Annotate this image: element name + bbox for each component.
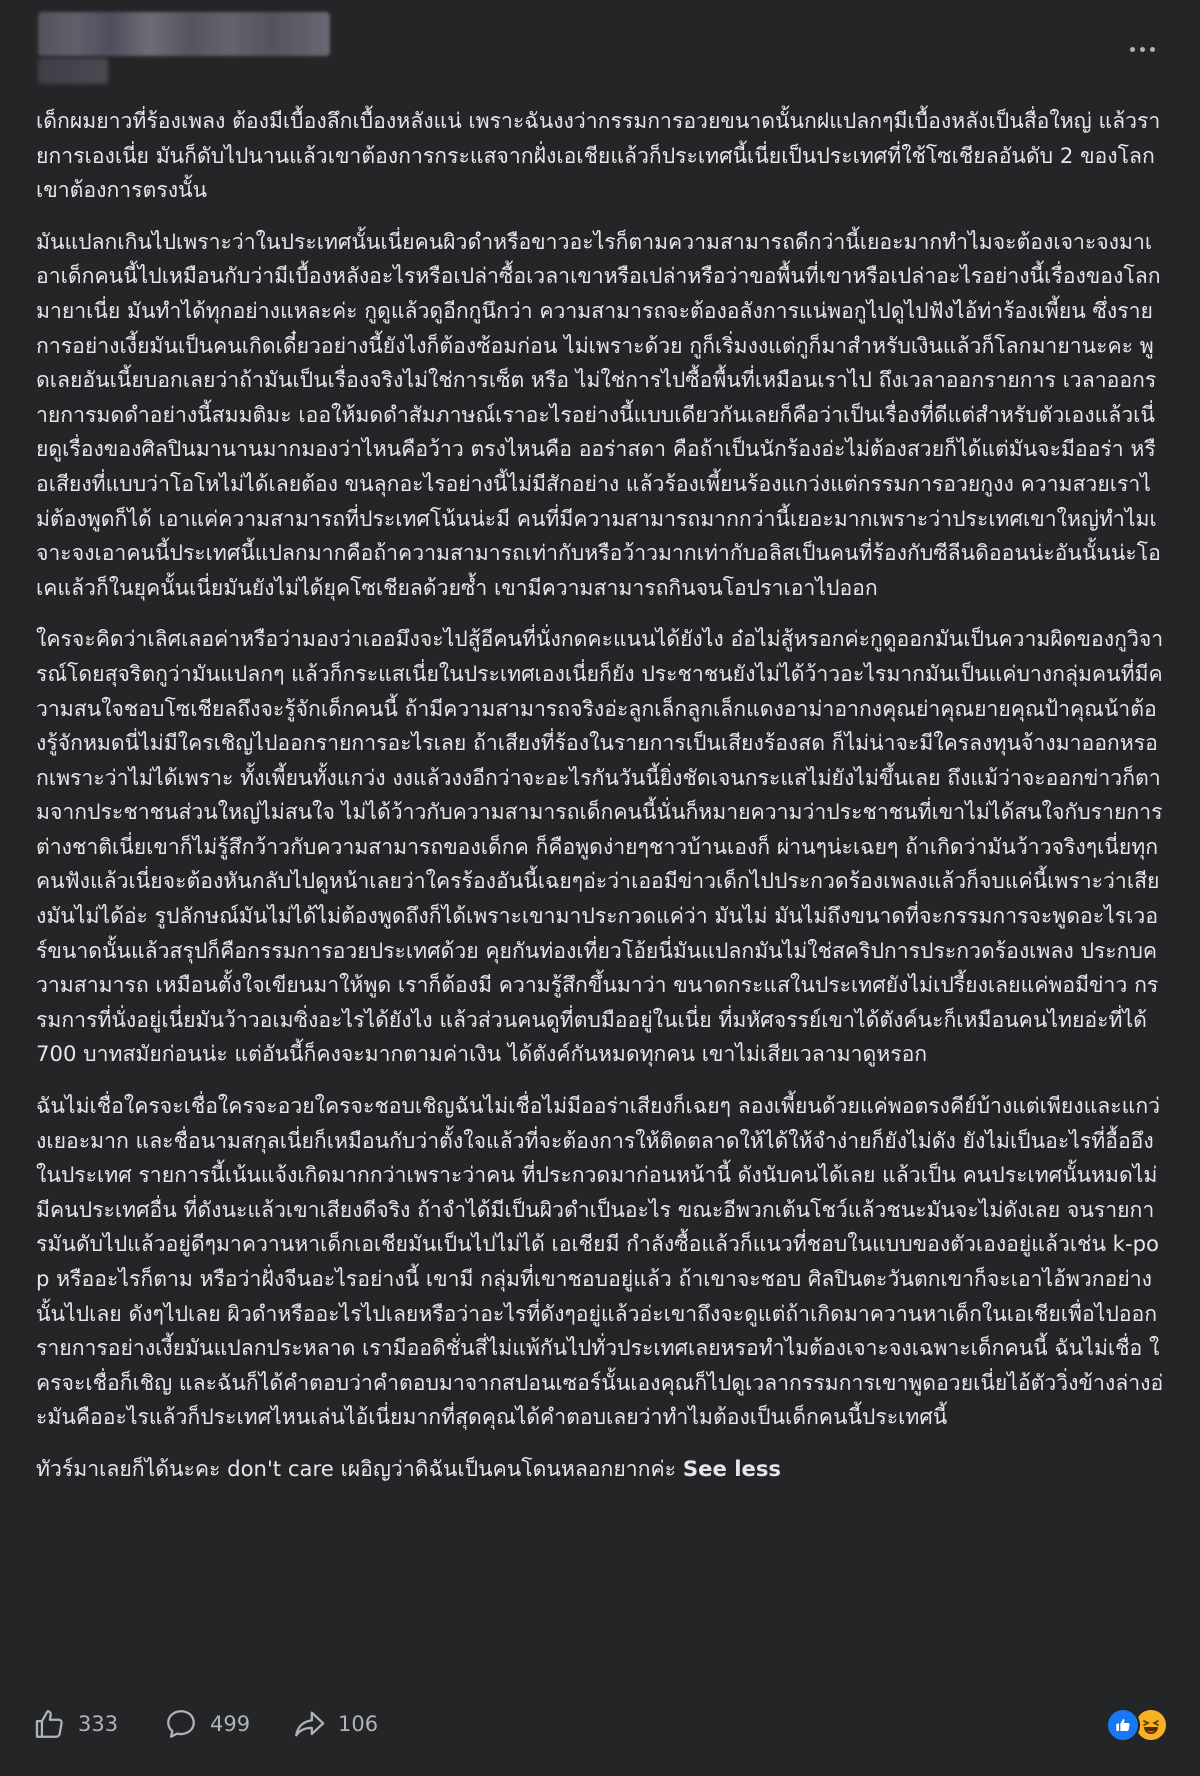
like-reaction-icon [1106, 1708, 1140, 1742]
post-header [0, 0, 1200, 92]
post-action-bar [0, 1696, 1200, 1756]
blurred-post-meta [38, 58, 108, 84]
see-less-link[interactable]: See less [682, 1455, 782, 1481]
more-options-button[interactable] [1122, 34, 1162, 64]
blurred-author-name[interactable] [38, 12, 330, 56]
post-paragraph-1: เด็กผมยาวที่ร้องเพลง ต้องมีเบื้องลึกเบื้องหลังแน่ เพราะฉันงงว่ากรรมการอวยขนาดนั้นกฝแปลกๆมีเบื้องหลังเป็นสื่อใหญ่ แล้วรายการเองเนี่ย มันก็ดับไปนานแล้วเขาต้องการกระแสจากฝั่งเอเชียแล้วก็ประเทศนี้เนี่ยเป็นประเทศที่ใช้โซเชียลอันดับ 2 ของโลก เขาต้องการตรงนั้น [36, 108, 1161, 203]
comment-button[interactable] [164, 1704, 250, 1744]
like-button[interactable] [32, 1704, 118, 1744]
reaction-summary[interactable] [1106, 1706, 1172, 1742]
post-last-line [36, 1452, 1164, 1487]
post-paragraph-2: มันแปลกเกินไปเพราะว่าในประเทศนั้นเนี่ยคนผิวดำหรือขาวอะไรก็ตามความสามารถดีกว่านี้เยอะมากทำไมจะต้องเจาะจงมาเอาเด็กคนนี้ไปเหมือนกับว่ามีเบื้องหลังอะไรหรือเปล่าซื้อเวลาเขาหรือเปล่าหรือว่าขอพื้นที่เขาหรือเปล่าอะไรอย่างนี้เรื่องของโลกมายาเนี่ย มันทำได้ทุกอย่างแหละค่ะ กูดูแล้วดูอีกกูนึกว่า ความสามารถจะต้องอลังการแน่พอกูไปดูไปฟังไอ้ท่าร้องเพี้ยน ซึ่งรายการอย่างเงี้ยมันเป็นคนเกิดเดี๋ยวอย่างนี้ยังไงก็ต้องซ้อมก่อน ไม่เพราะด้วย กูก็เริ่มงงแต่กูก็มาสำหรับเงินแล้วก็โลกมายานะคะ พูดเลยอันเนี้ยบอกเลยว่าถ้ามันเป็นเรื่องจริงไม่ใช่การเซ็ต หรือ ไม่ใช่การไปซื้อพื้นที่เหมือนเราไป ถึงเวลาออกรายการ เวลาออกรายการมดดำอย่างนี้สมมติมะ เออให้มดดำสัมภาษณ์เราอะไรอย่างนี้แบบเดียวกันเลยก็คือว่าเป็นเรื่องที่ดีแต่สำหรับตัวเองแล้วเนี่ยดูเรื่องของศิลปินมานานมากมองว่าไหนคือว้าว ตรงไหนคือ ออร่าสดา คือถ้าเป็นนักร้องอ่ะไม่ต้องสวยก็ได้แต่มันจะมีออร่า หรือเสียงที่แบบว่าโอโหไม่ได้เลยต้อง ขนลุกอะไรอย่างนี้ไม่มีสักอย่าง แล้วร้องเพี้ยนร้องแกว่งแต่กรรมการอวยกูงง ความสวยเราไม่ต้องพูดก็ได้ เอาแค่ความสามารถที่ประเทศโน้นน่ะมี คนที่มีความสามารถมากกว่านี้เยอะมากเพราะว่าประเทศเขาใหญ่ทำไมเจาะจงเอาคนนี้ประเทศนี้แปลกมากคือถ้าความสามารถเท่ากับหรือว้าวมากเท่ากับอลิสเป็นคนที่ร้องกับซีลีนดิออนน่ะอันนั้นน่ะโอเคแล้วก็ในยุคนั้นเนี่ยมันยังไม่ได้ยุคโซเชียลด้วยซ้ำ เขามีความสามารถกินจนโอปราเอาไปออก [36, 228, 1161, 600]
comment-count: 499 [210, 1712, 251, 1736]
share-arrow-icon [292, 1707, 326, 1741]
more-dot-icon [1130, 47, 1135, 52]
post-last-line-text: ทัวร์มาเลยก็ได้นะคะ don't care เผอิญว่าดิฉันเป็นคนโดนหลอกยากค่ะ [36, 1455, 677, 1481]
share-button[interactable] [292, 1704, 378, 1744]
more-dot-icon [1140, 47, 1145, 52]
post-paragraph-3: ใครจะคิดว่าเลิศเลอค่าหรือว่ามองว่าเออมึงจะไปสู้อีคนที่นั่งกดคะแนนได้ยังไง อ๋อไม่สู้หรอกค่ะกูดูออกมันเป็นความผิดของกูวิจารณ์โดยสุจริตกูว่ามันแปลกๆ แล้วก็กระแสเนี่ยในประเทศเองเนี่ยก็ยัง ประชาชนยังไม่ได้ว้าวอะไรมากมันเป็นแค่บางกลุ่มคนที่มีความสนใจชอบโซเชียลถึงจะรู้จักเด็กคนนี้ ถ้ามีความสามารถจริงอ่ะลูกเล็กลูกเล็กแดงอาม่าอากงคุณย่าคุณยายคุณป้าคุณน้าต้องรู้จักหมดนี่ไม่มีใครเชิญไปออกรายการอะไรเลย ถ้าเสียงที่ร้องในรายการเป็นเสียงร้องสด ก็ไม่น่าจะมีใครลงทุนจ้างมาออกหรอกเพราะว่าไม่ได้เพราะ ทั้งเพี้ยนทั้งแกว่ง งงแล้วงงอีกว่าจะอะไรกันวันนี้ยิ่งชัดเจนกระแสไม่ยังไม่ขึ้นเลย ถึงแม้ว่าจะออกข่าวก็ตามจากประชาชนส่วนใหญ่ไม่สนใจ ไม่ได้ว้าวกับความสามารถเด็กคนนี้นั่นก็หมายความว่าประชาชนที่เขาไม่ได้สนใจกับรายการต่างชาติเนี่ยเขาก็ไม่รู้สึกว้าวกับความสามารถของเด็กค ก็คือพูดง่ายๆชาวบ้านเองก็ ผ่านๆน่ะเฉยๆ ถ้าเกิดว่ามันว้าวจริงๆเนี่ยทุกคนฟังแล้วเนี่ยจะต้องหันกลับไปดูหน้าเลยว่าใครร้องอันนี้เฉยๆอ่ะว่าเออมีข่าวเด็กไปประกวดร้องเพลงแล้วก็จบแค่นี้เพราะว่าเสียงมันไม่ได้อ่ะ รูปลักษณ์มันไม่ได้ไม่ต้องพูดถึงก็ได้เพราะเขามาประกวดแค่ว่า มันไม่ มันไม่ถึงขนาดที่จะกรรมการจะพูดอะไรเวอร์ขนาดนั้นแล้วสรุปก็คือกรรมการอวยประเทศด้วย คุยกันท่องเที่ยวโอ้ยนี่มันแปลกมันไม่ใช่สคริปการประกวดร้องเพลง ประกบความสามารถ เหมือนตั้งใจเขียนมาให้พูด เราก็ต้องมี ความรู้สึกขึ้นมาว่า ขนาดกระแสในประเทศยังไม่เปรี้ยงเลยแค่พอมีข่าว กรรมการที่นั่งอยู่เนี่ยมันว้าวอเมซิ่งอะไรได้ยังไง แล้วส่วนคนดูที่ตบมืออยู่ในเนี่ย ที่มหัศจรรย์เขาได้ตังค์นะก็เหมือนคนไทยอ่ะที่ได้ 700 บาทสมัยก่อนน่ะ แต่อันนี้ก็คงจะมากตามค่าเงิน ได้ตังค์กันหมดทุกคน เขาไม่เสียเวลามาดูหรอก [36, 626, 1164, 1067]
like-count: 333 [78, 1712, 119, 1736]
post-body [36, 104, 1164, 1504]
thumbs-up-icon [32, 1707, 66, 1741]
more-dot-icon [1150, 47, 1155, 52]
post-paragraph-4: ฉันไม่เชื่อใครจะเชื่อใครจะอวยใครจะชอบเชิญฉันไม่เชื่อไม่มีออร่าเสียงก็เฉยๆ ลองเพี้ยนด้วยแค่พอตรงคีย์บ้างแต่เพียงและแกว่งเยอะมาก และชื่อนามสกุลเนี่ยก็เหมือนกับว่าตั้งใจแล้วที่จะต้องการให้ติดตลาดให้ได้ให้จำง่ายก็ยังไม่ดัง ยังไม่เป็นอะไรที่อื้ออึงในประเทศ รายการนี้เน้นแจ้งเกิดมากกว่าเพราะว่าคน ที่ประกวดมาก่อนหน้านี้ ดังนับคนได้เลย แล้วเป็น คนประเทศนั้นหมดไม่มีคนประเทศอื่น ที่ดังนะแล้วเขาเสียงดีจริง ถ้าจำได้มีเป็นผิวดำเป็นอะไร ขณะอีพวกเต้นโชว์แล้วชนะมันจะไม่ดังเลย จนรายการมันดับไปแล้วอยู่ดีๆมาควานหาเด็กเอเชียมันเป็นไปไม่ได้ เอเชียมี กำลังซื้อแล้วก็แนวที่ชอบในแบบของตัวเองอยู่แล้วเช่น k-pop หรืออะไรก็ตาม หรือว่าฝั่งจีนอะไรอย่างนี้ เขามี กลุ่มที่เขาชอบอยู่แล้ว ถ้าเขาจะชอบ ศิลปินตะวันตกเขาก็จะเอาไอ้พวกอย่างนั้นไปเลย ดังๆไปเลย ผิวดำหรืออะไรไปเลยหรือว่าอะไรที่ดังๆอยู่แล้วอ่ะเขาถึงจะดูแต่ถ้าเกิดมาควานหาเด็กในเอเชียเพื่อไปออกรายการอย่างเงี้ยมันแปลกประหลาด เรามีออดิชั่นสี่ไม่แพ้กันไปทั่วประเทศเลยหรอทำไมต้องเจาะจงเฉพาะเด็กคนนี้ ฉันไม่เชื่อ ใครจะเชื่อก็เชิญ และฉันก็ได้คำตอบว่าคำตอบมาจากสปอนเซอร์นั้นเองคุณก็ไปดูเวลากรรมการเขาพูดอวยเนี่ยไอ้ตัววิ่งข้างล่างอ่ะมันคืออะไรแล้วก็ประเทศไหนเล่นไอ้เนี่ยมากที่สุดคุณได้คำตอบเลยว่าทำไมต้องเป็นเด็กคนนี้ประเทศนี้ [36, 1093, 1164, 1430]
share-count: 106 [338, 1712, 379, 1736]
comment-bubble-icon [164, 1707, 198, 1741]
